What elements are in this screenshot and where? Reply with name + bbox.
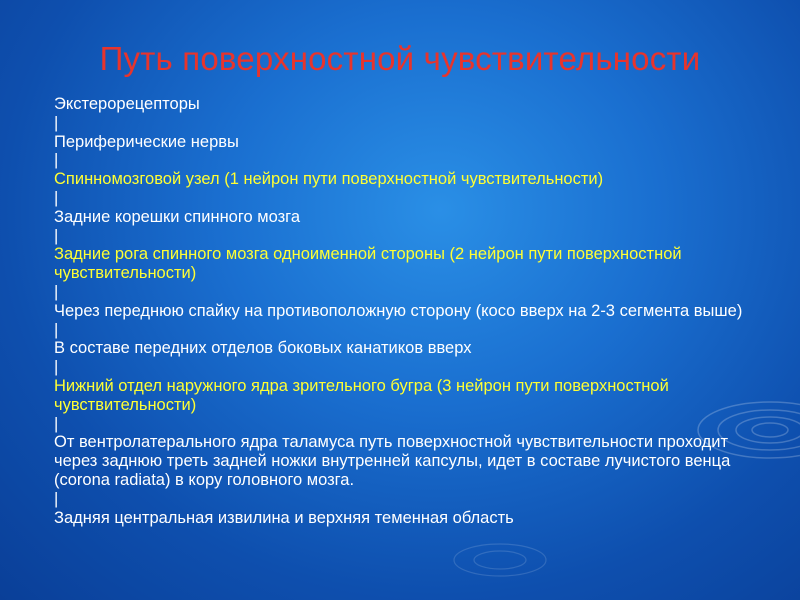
slide-title: Путь поверхностной чувствительности [99,40,701,77]
pathway-step: Нижний отдел наружного ядра зрительного бугра (3 нейрон пути поверхностной чувствительности) [54,376,674,414]
pathway-separator: | [54,320,59,339]
pathway-separator: | [54,226,59,245]
pathway-separator: | [54,489,59,508]
pathway-separator: | [54,358,59,377]
pathway-step: Задние рога спинного мозга одноименной стороны (2 нейрон пути поверхностной чувствительности) [54,245,687,283]
pathway-separator: | [54,282,59,301]
pathway-step: В составе передних отделов боковых канатиков вверх [54,339,472,358]
pathway-separator: | [54,414,59,433]
pathway-step: От вентролатерального ядра таламуса путь поверхностной чувствительности проходит через заднюю треть задней ножки внутренней капсулы, идет в составе лучистого венца (corona radiata) в кору головного мозга. [54,433,735,489]
pathway-separator: | [54,151,59,170]
pathway-step: Спинномозговой узел (1 нейрон пути поверхностной чувствительности) [54,170,604,189]
pathway-step: Задняя центральная извилина и верхняя теменная область [54,508,514,527]
pathway-step: Периферические нервы [54,132,239,151]
pathway-separator: | [54,113,59,132]
pathway-separator: | [54,188,59,207]
pathway-list [54,95,754,527]
pathway-step: Через переднюю спайку на противоположную сторону (косо вверх на 2-3 сегмента выше) [54,301,743,320]
pathway-step: Экстерорецепторы [54,95,200,113]
pathway-step: Задние корешки спинного мозга [54,207,301,226]
